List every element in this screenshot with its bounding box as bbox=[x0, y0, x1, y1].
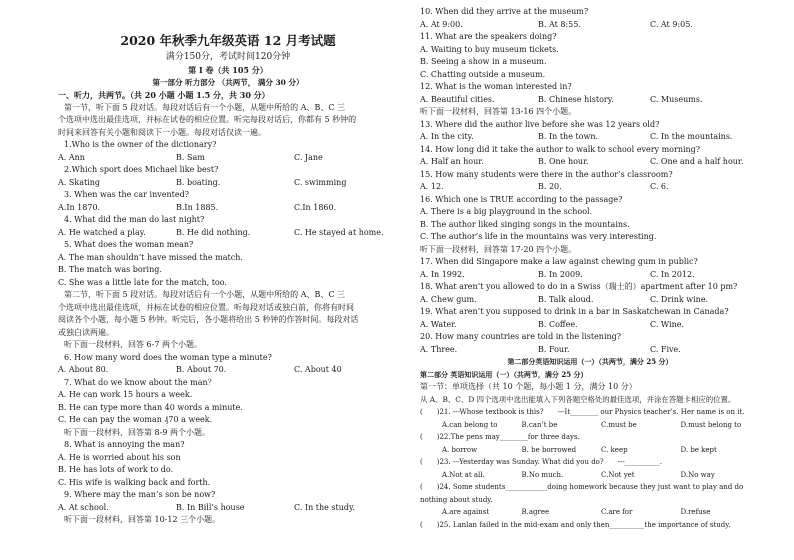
option-c[interactable]: C. swimming bbox=[294, 177, 347, 187]
question-stem: 16. Which one is TRUE according to the passage? bbox=[420, 194, 623, 204]
question-stem: ( )22.The pens may________for three days. bbox=[420, 433, 580, 441]
exam-title: 2020 年秋季九年级英语 12 月考试题 bbox=[120, 33, 336, 48]
left-column bbox=[58, 6, 398, 527]
answer-options bbox=[420, 344, 760, 357]
listening-prompt: 听下面一段材料，回答 6-7 两个小题。 bbox=[64, 340, 202, 349]
answer-options bbox=[420, 269, 760, 282]
option-c[interactable]: C. He can pay the woman ₰70 a week. bbox=[58, 415, 213, 424]
option-a[interactable]: A. borrow bbox=[442, 445, 478, 454]
option-c[interactable]: C. Drink wine. bbox=[650, 294, 709, 304]
answer-options bbox=[58, 364, 398, 377]
option-c[interactable]: C. In the study. bbox=[294, 502, 356, 512]
option-c[interactable]: C. The author’s life in the mountains was very interesting. bbox=[420, 232, 657, 241]
option-c[interactable]: C. Five. bbox=[650, 344, 681, 354]
question-stem: 1.Who is the owner of the dictionary? bbox=[64, 140, 217, 149]
section1-instructions-1: 第一节，听下面 5 段对话。每段对话后有一个小题，从题中所给的 A、B、C 三 bbox=[64, 102, 346, 112]
option-b[interactable]: B. About 70. bbox=[176, 365, 227, 374]
question-stem: 5. What does the woman mean? bbox=[64, 240, 194, 249]
option-a[interactable]: A. Waiting to buy museum tickets. bbox=[420, 44, 559, 54]
question-stem: ( )25. Lanlan failed in the mid-exam and only then__________the importance of study. bbox=[420, 520, 731, 529]
option-c[interactable]: C.are for bbox=[601, 508, 633, 516]
option-b[interactable]: B. In 2009. bbox=[538, 269, 583, 279]
section2-instructions-2: 个选项中选出最佳选项，并标在试卷的相应位置。听每段对话或独白前，你将有时间 bbox=[58, 302, 354, 312]
answer-options bbox=[420, 419, 760, 432]
answer-options bbox=[58, 227, 398, 240]
option-c[interactable]: C. keep bbox=[601, 445, 628, 454]
option-a[interactable]: A.In 1870. bbox=[58, 202, 101, 212]
answer-options bbox=[420, 506, 760, 519]
option-a[interactable]: A. About 80. bbox=[58, 365, 109, 374]
part2-instructions: 从 A、B、C、D 四个选项中选出能填入下列各题空格处的最佳选项，并涂在答题卡相应的位置。 bbox=[420, 394, 736, 404]
option-a[interactable]: A. Water. bbox=[420, 319, 457, 329]
option-c[interactable]: C. 6. bbox=[650, 182, 669, 191]
option-b[interactable]: B. At 8:55. bbox=[538, 19, 581, 29]
option-b[interactable]: B. He has lots of work to do. bbox=[58, 465, 174, 474]
option-a[interactable]: A. There is a big playground in the school. bbox=[420, 207, 593, 216]
question-stem: 7. What do we know about the man？ bbox=[64, 377, 216, 387]
option-c[interactable]: C. Wine. bbox=[650, 319, 684, 329]
option-c[interactable]: C. He stayed at home. bbox=[294, 227, 384, 237]
question-stem: 4. What did the man do last night? bbox=[64, 215, 205, 224]
exam-meta: 满分150分，考试时间120分钟 bbox=[165, 52, 291, 62]
question-stem: 14. How long did it take the author to walk to school every morning? bbox=[420, 144, 701, 154]
option-a[interactable]: A. At school. bbox=[58, 502, 109, 512]
option-b[interactable]: B. Talk aloud. bbox=[538, 294, 594, 304]
answer-options bbox=[420, 181, 760, 194]
section2-instructions-1: 第二节，听下面 5 段对话。每段对话后有一个小题，从题中所给的 A、B、C 三 bbox=[64, 290, 346, 299]
question-stem: 8. What is annoying the man? bbox=[64, 440, 185, 449]
option-b[interactable]: B. Chinese history. bbox=[538, 94, 614, 104]
option-b[interactable]: B. boating. bbox=[176, 177, 221, 187]
listening-prompt: 听下面一段材料，回答第 17-20 四个小题。 bbox=[420, 244, 577, 254]
answer-options bbox=[420, 94, 760, 107]
option-a[interactable]: A. Skating bbox=[58, 177, 101, 187]
question-stem: ( )21. ---Whose textbook is this? ---It________ our Physics teacher’s. Her name is on it. bbox=[420, 408, 745, 416]
option-b[interactable]: B. The author liked singing songs in the mountains. bbox=[420, 219, 630, 229]
option-d[interactable]: D. be kept bbox=[680, 445, 717, 454]
option-a[interactable]: A.can belong to bbox=[442, 420, 498, 429]
option-a[interactable]: A. In the city. bbox=[420, 132, 474, 141]
option-c[interactable]: C. She was a little late for the match, too. bbox=[58, 277, 227, 287]
option-a[interactable]: A. He is worried about his son bbox=[58, 452, 181, 462]
question-stem: 9. Where may the man’s son be now? bbox=[64, 490, 216, 499]
option-b[interactable]: B. Seeing a show in a museum. bbox=[420, 57, 547, 66]
option-c[interactable]: C. One and a half hour. bbox=[650, 157, 744, 166]
option-a[interactable]: A. He watched a play. bbox=[58, 227, 146, 237]
option-b[interactable]: B.In 1885. bbox=[176, 202, 219, 212]
option-a[interactable]: A. 12. bbox=[420, 182, 444, 191]
option-c[interactable]: C.In 1860. bbox=[294, 202, 337, 212]
option-b[interactable]: B. He can type more than 40 words a minute. bbox=[58, 402, 243, 412]
question-stem: ( )24. Some students____________doing homework because they just want to play and do nothing about study. bbox=[420, 483, 744, 504]
answer-options bbox=[420, 131, 760, 144]
option-c[interactable]: C. Museums. bbox=[650, 94, 703, 104]
question-stem: 10. When did they arrive at the museum? bbox=[420, 7, 589, 16]
section1-heading: 一、听力，共两节。（共 20 小题 小题 1.5 分，共 30 分） bbox=[58, 90, 270, 100]
option-a[interactable]: A. The man shouldn’t have missed the match. bbox=[58, 252, 243, 262]
answer-options bbox=[58, 177, 398, 190]
option-a[interactable]: A. Three. bbox=[420, 344, 458, 354]
option-c[interactable]: C. Jane bbox=[294, 152, 323, 162]
question-stem: 3. When was the car invented? bbox=[64, 190, 189, 199]
question-stem: 13. Where did the author live before she was 12 years old? bbox=[420, 119, 660, 129]
answer-options bbox=[58, 202, 398, 215]
option-c[interactable]: C. About 40 bbox=[294, 365, 342, 374]
option-a[interactable]: A.Not at all. bbox=[442, 470, 485, 479]
question-stem: 20. How many countries are told in the listening? bbox=[420, 332, 622, 341]
question-stem: 18. What aren’t you allowed to do in a Swiss（瑞士的）apartment after 10 pm? bbox=[420, 282, 738, 291]
question-stem: 11. What are the speakers doing? bbox=[420, 32, 557, 41]
question-stem: 6. How many word does the woman type a minute? bbox=[64, 352, 272, 362]
answer-options bbox=[420, 469, 760, 482]
option-c[interactable]: C. His wife is walking back and forth. bbox=[58, 477, 211, 487]
option-d[interactable]: D.No way bbox=[680, 470, 715, 479]
answer-options bbox=[58, 152, 398, 165]
question-stem: 19. What aren’t you supposed to drink in a bar in Saskatchewan in Canada? bbox=[420, 307, 729, 316]
section2-instructions-4: 或独白读两遍。 bbox=[58, 327, 114, 337]
part2-heading: 第二部分 英语知识运用（一）（共两节，满分 25 分） bbox=[420, 369, 588, 379]
question-stem: 12. What is the woman interested in? bbox=[420, 82, 572, 91]
option-b[interactable]: B. 20. bbox=[538, 182, 562, 191]
answer-options bbox=[420, 156, 760, 169]
answer-options bbox=[420, 319, 760, 332]
option-b[interactable]: B. be borrowed bbox=[521, 445, 577, 454]
option-d[interactable]: D.refuse bbox=[680, 508, 711, 516]
part2-tag: 第二部分英语知识运用（一）（共两节，满分 25 分） bbox=[507, 357, 673, 366]
question-stem: ( )23. ---Yesterday was Sunday. What did you do? ---__________. bbox=[420, 458, 662, 466]
option-b[interactable]: B. The match was boring. bbox=[58, 265, 162, 274]
option-b[interactable]: B. Sam bbox=[176, 152, 205, 162]
option-b[interactable]: B.can’t be bbox=[521, 420, 558, 429]
option-c[interactable]: C. At 9:05. bbox=[650, 19, 693, 29]
option-b[interactable]: B. One hour. bbox=[538, 157, 589, 166]
option-b[interactable]: B. Four. bbox=[538, 344, 570, 354]
answer-options bbox=[420, 294, 760, 307]
section1-instructions-2: 个选项中选出最佳选项，并标在试卷的相应位置。听完每段对话后，你都有 5 秒钟的 bbox=[58, 115, 357, 124]
answer-options bbox=[420, 444, 760, 457]
volume-heading: 第 I 卷（共 105 分） bbox=[188, 65, 268, 75]
option-a[interactable]: A. At 9:00. bbox=[420, 19, 463, 29]
option-a[interactable]: A. Ann bbox=[58, 152, 85, 162]
listening-prompt: 听下面一段材料，回答第 13-16 四个小题。 bbox=[420, 107, 577, 116]
option-a[interactable]: A. In 1992. bbox=[420, 269, 465, 279]
option-c[interactable]: C.must be bbox=[601, 420, 637, 429]
option-b[interactable]: B.No much. bbox=[521, 470, 564, 479]
option-a[interactable]: A. Half an hour. bbox=[420, 157, 484, 166]
option-c[interactable]: C.Not yet bbox=[601, 470, 635, 479]
option-c[interactable]: C. Chatting outside a museum. bbox=[420, 69, 546, 79]
part1-heading: 第一部分 听力部分 （共两节， 满分 30 分） bbox=[152, 77, 304, 87]
answer-options bbox=[58, 502, 398, 515]
listening-prompt: 听下面一段材料，回答第 8-9 两个小题。 bbox=[64, 427, 210, 437]
option-a[interactable]: A. Beautiful cities. bbox=[420, 94, 495, 104]
option-a[interactable]: A. Chew gum. bbox=[420, 294, 477, 304]
option-c[interactable]: C. In the mountains. bbox=[650, 132, 733, 141]
answer-options bbox=[420, 19, 760, 32]
option-b[interactable]: B. Coffee. bbox=[538, 319, 578, 329]
option-d[interactable]: D.must belong to bbox=[680, 420, 742, 429]
part2-subheading: 第一节：单项选择（共 10 个题，每小题 1 分，满分 10 分） bbox=[420, 382, 637, 391]
section1-instructions-3: 时间来回答有关小题和阅读下一小题。每段对话仅读一遍。 bbox=[58, 127, 266, 137]
question-stem: 17. When did Singapore make a law against chewing gum in public? bbox=[420, 257, 698, 266]
option-b[interactable]: B. In Bill’s house bbox=[176, 502, 245, 512]
option-a[interactable]: A. He can work 15 hours a week. bbox=[58, 390, 193, 399]
right-column bbox=[420, 6, 760, 531]
option-b[interactable]: B. He did nothing. bbox=[176, 227, 251, 237]
option-a[interactable]: A.are against bbox=[442, 508, 490, 516]
option-b[interactable]: B.agree bbox=[521, 508, 550, 516]
option-c[interactable]: C. In 2012. bbox=[650, 269, 695, 279]
section2-instructions-3: 阅读各个小题，每小题 5 秒钟。听完后，各小题将给出 5 秒钟的作答时间。每段对话 bbox=[58, 315, 359, 324]
question-stem: 15. How many students were there in the author’s classroom? bbox=[420, 169, 673, 179]
option-b[interactable]: B. In the town. bbox=[538, 132, 599, 141]
listening-prompt: 听下面一段材料，回答第 10-12 三个小题。 bbox=[64, 515, 221, 524]
question-stem: 2.Which sport does Michael like best? bbox=[64, 165, 219, 174]
